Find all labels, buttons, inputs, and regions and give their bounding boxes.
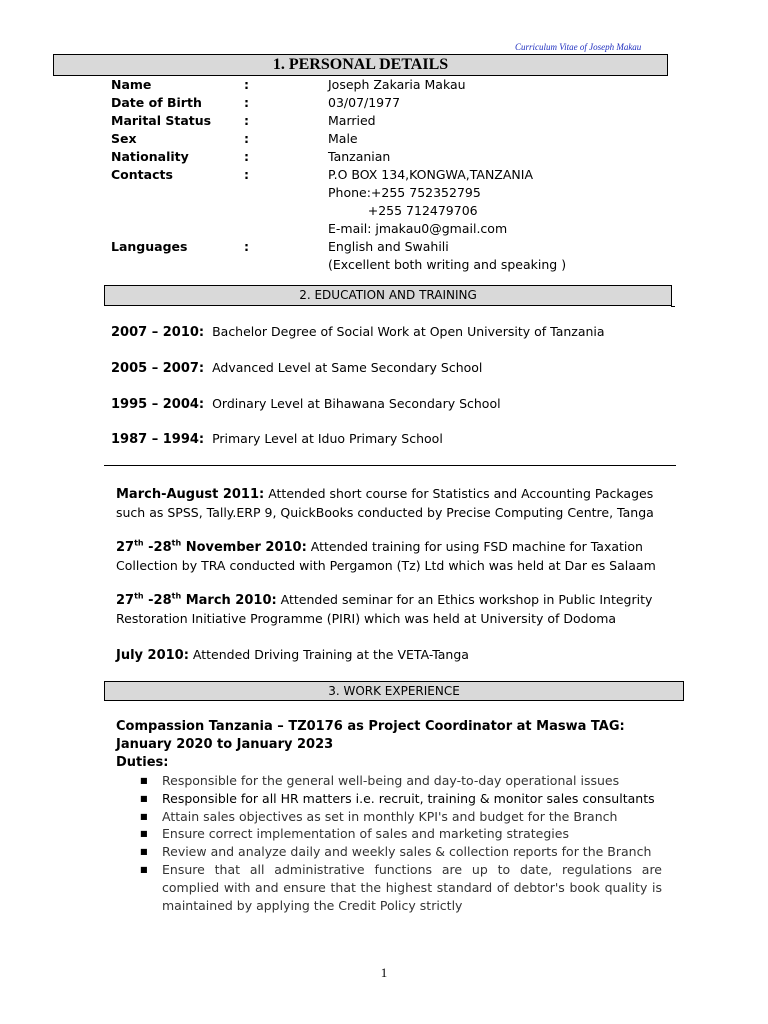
square-bullet-icon: ■	[140, 847, 148, 857]
training-date: July 2010:	[116, 648, 189, 663]
personal-details-table	[111, 76, 671, 274]
detail-value: Phone:+255 752352795	[328, 185, 481, 200]
detail-label: Contacts	[111, 167, 173, 182]
training-text: Attended seminar for an Ethics workshop in Public Integrity Restoration Initiative Programme (PIRI) which was held at University of Dodoma	[116, 592, 653, 626]
detail-row	[111, 238, 671, 256]
list-item: ■ Ensure that all administrative functions are up to date, regulations are complied with and ensure that the highest standard of debtor's book quality is maintained by applying the Credit Policy strictly	[140, 861, 662, 913]
square-bullet-icon: ■	[140, 776, 148, 785]
education-entry	[111, 359, 671, 378]
training-date: March-August 2011:	[116, 487, 265, 502]
section-heading-work-experience: 3. WORK EXPERIENCE	[104, 681, 684, 701]
education-entry	[111, 395, 671, 414]
list-item: ■ Review and analyze daily and weekly sales & collection reports for the Branch	[140, 844, 652, 860]
detail-colon: :	[244, 167, 249, 182]
detail-value: Male	[328, 131, 358, 146]
detail-value: English and Swahili	[328, 239, 449, 254]
detail-colon: :	[244, 77, 249, 92]
detail-label: Languages	[111, 239, 188, 254]
education-entry	[111, 430, 671, 449]
detail-label: Name	[111, 77, 152, 92]
education-years: 2007 – 2010:	[111, 325, 205, 340]
detail-row	[111, 130, 671, 148]
training-entry	[116, 538, 671, 575]
education-text: Primary Level at Iduo Primary School	[212, 431, 443, 446]
duties-list	[140, 772, 662, 914]
detail-value: 03/07/1977	[328, 95, 401, 110]
square-bullet-icon: ■	[140, 811, 148, 821]
training-date: 27th -28th November 2010:	[116, 538, 307, 555]
detail-row	[111, 112, 671, 130]
square-bullet-icon: ■	[140, 864, 148, 874]
detail-label: Nationality	[111, 149, 189, 164]
detail-row	[111, 202, 671, 220]
list-item: ■ Ensure correct implementation of sales and marketing strategies	[140, 826, 569, 842]
detail-label: Marital Status	[111, 113, 212, 128]
education-years: 2005 – 2007:	[111, 361, 205, 376]
list-item: ■ Responsible for the general well-being and day-to-day operational issues	[140, 773, 620, 788]
detail-value: Tanzanian	[328, 149, 391, 164]
list-item: ■ Attain sales objectives as set in monthly KPI's and budget for the Branch	[140, 808, 618, 824]
detail-colon: :	[244, 239, 249, 254]
training-text: Attended training for using FSD machine for Taxation Collection by TRA conducted with Pergamon (Tz) Ltd which was held at Dar es Salaam	[116, 539, 656, 573]
detail-label: Sex	[111, 131, 137, 146]
training-text: Attended Driving Training at the VETA-Tanga	[192, 647, 469, 662]
education-text: Ordinary Level at Bihawana Secondary School	[212, 396, 501, 411]
detail-value: E-mail: jmakau0@gmail.com	[328, 221, 508, 236]
square-bullet-icon: ■	[140, 793, 148, 803]
section-divider	[104, 465, 676, 466]
detail-colon: :	[244, 95, 249, 110]
education-text: Bachelor Degree of Social Work at Open University of Tanzania	[212, 324, 605, 339]
detail-colon: :	[244, 113, 249, 128]
list-item: ■ Responsible for all HR matters i.e. recruit, training & monitor sales consultants	[140, 790, 655, 806]
detail-row	[111, 148, 671, 166]
education-entry	[111, 323, 671, 342]
training-entry	[116, 485, 671, 522]
training-entry	[116, 591, 671, 628]
section-heading-education	[104, 285, 672, 306]
heading-rule-extension	[671, 306, 675, 307]
education-years: 1995 – 2004:	[111, 397, 205, 412]
detail-value: Joseph Zakaria Makau	[328, 77, 466, 92]
detail-row	[111, 166, 671, 184]
training-entry	[116, 646, 671, 665]
detail-row	[111, 220, 671, 238]
section-heading-personal-details: 1. PERSONAL DETAILS	[53, 54, 668, 76]
detail-row	[111, 256, 671, 274]
education-years: 1987 – 1994:	[111, 432, 205, 447]
detail-value: P.O BOX 134,KONGWA,TANZANIA	[328, 167, 533, 182]
detail-value: (Excellent both writing and speaking )	[328, 257, 567, 272]
page-number: 1	[380, 965, 388, 980]
detail-value: Married	[328, 113, 376, 128]
job-title: Compassion Tanzania – TZ0176 as Project Coordinator at Maswa TAG: January 2020 to January 2023	[116, 719, 625, 752]
detail-label: Date of Birth	[111, 95, 202, 110]
cv-header-label: Curriculum Vitae of Joseph Makau	[515, 42, 642, 52]
detail-colon: :	[244, 149, 249, 164]
detail-row	[111, 184, 671, 202]
detail-row	[111, 76, 671, 94]
detail-value: +255 712479706	[328, 203, 478, 218]
section-heading-education-text: 2. EDUCATION AND TRAINING	[299, 288, 477, 302]
training-text: Attended short course for Statistics and Accounting Packages such as SPSS, Tally.ERP 9, QuickBooks conducted by Precise Computing Centre, Tanga	[116, 486, 654, 520]
detail-row	[111, 94, 671, 112]
duties-label: Duties:	[116, 755, 169, 770]
education-text: Advanced Level at Same Secondary School	[212, 360, 483, 375]
square-bullet-icon: ■	[140, 829, 148, 839]
detail-colon: :	[244, 131, 249, 146]
training-date: 27th -28th March 2010:	[116, 591, 277, 608]
